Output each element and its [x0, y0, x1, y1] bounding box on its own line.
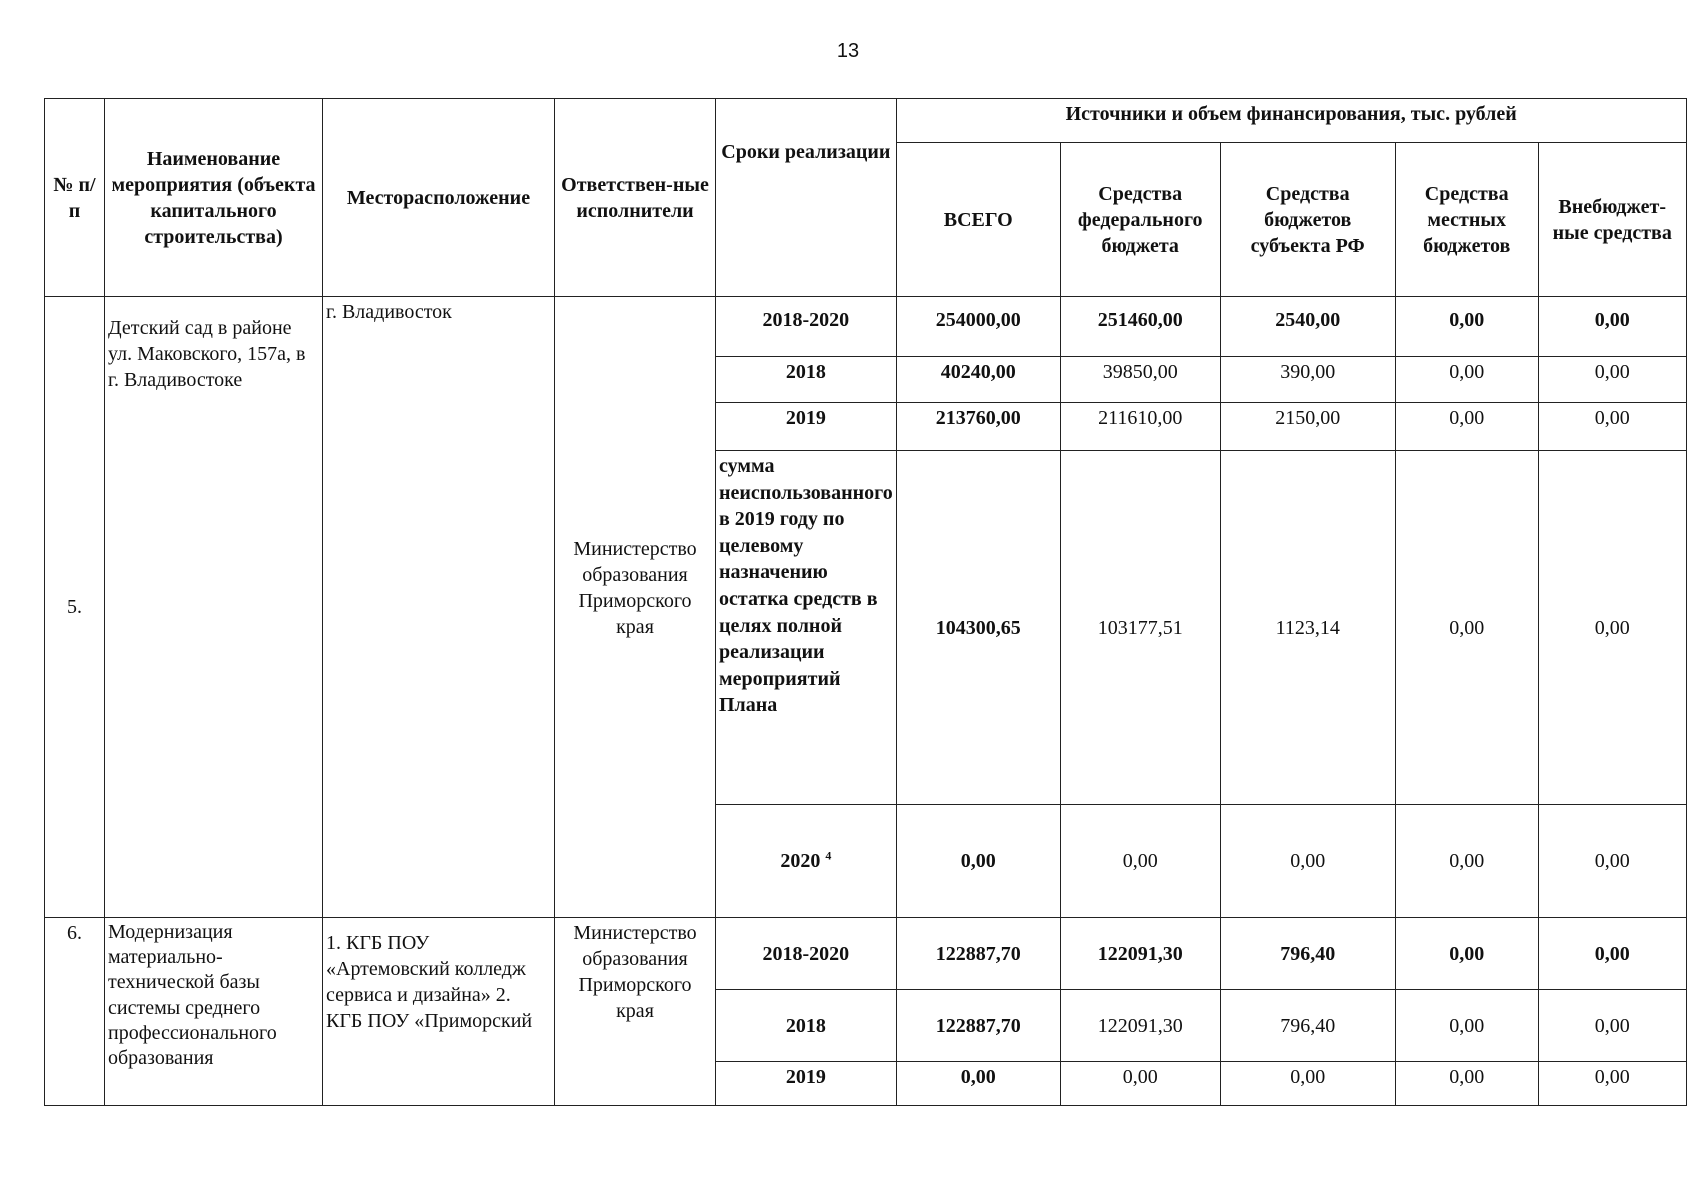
header-local: Средства местных бюджетов	[1395, 143, 1538, 297]
item5-row3-subject: 1123,14	[1220, 451, 1395, 805]
item5-row4-extra: 0,00	[1538, 805, 1686, 918]
item5-row1-extra: 0,00	[1538, 357, 1686, 403]
item6-row1-extra: 0,00	[1538, 990, 1686, 1062]
item5-row1-federal: 39850,00	[1060, 357, 1220, 403]
item6-row2-subject: 0,00	[1220, 1062, 1395, 1106]
item5-row3-total: 104300,65	[896, 451, 1060, 805]
header-extra: Внебюджет-ные средства	[1538, 143, 1686, 297]
item5-row1-period: 2018	[716, 357, 897, 403]
page-number: 13	[836, 40, 860, 62]
item6-row2-period: 2019	[716, 1062, 897, 1106]
item6-row2-federal: 0,00	[1060, 1062, 1220, 1106]
header-name: Наименование мероприятия (объекта капитального строительства)	[105, 99, 323, 297]
item6-name: Модернизация материально-технической базы системы среднего профессионального образования	[105, 918, 323, 1106]
item5-row0-subject: 2540,00	[1220, 297, 1395, 357]
item6-row0-period: 2018-2020	[716, 918, 897, 990]
header-federal: Средства федерального бюджета	[1060, 143, 1220, 297]
item6-num: 6.	[45, 918, 105, 1106]
item5-row2-period: 2019	[716, 403, 897, 451]
table-row	[45, 918, 1687, 990]
item5-row0-local: 0,00	[1395, 297, 1538, 357]
item6-row1-local: 0,00	[1395, 990, 1538, 1062]
header-period: Сроки реализации	[716, 99, 897, 297]
item5-row1-local: 0,00	[1395, 357, 1538, 403]
footnote-marker: 4	[825, 848, 832, 863]
item6-row1-subject: 796,40	[1220, 990, 1395, 1062]
item6-row2-extra: 0,00	[1538, 1062, 1686, 1106]
item5-name: Детский сад в районе ул. Маковского, 157а, в г. Владивостоке	[105, 297, 323, 918]
item5-row2-total: 213760,00	[896, 403, 1060, 451]
item6-row0-federal: 122091,30	[1060, 918, 1220, 990]
item5-row0-period: 2018-2020	[716, 297, 897, 357]
item6-row1-federal: 122091,30	[1060, 990, 1220, 1062]
item5-row2-local: 0,00	[1395, 403, 1538, 451]
item6-row2-total: 0,00	[896, 1062, 1060, 1106]
item6-location: 1. КГБ ПОУ «Артемовский колледж сервиса и дизайна» 2. КГБ ПОУ «Приморский	[323, 918, 555, 1106]
item5-num: 5.	[45, 297, 105, 918]
item5-location: г. Владивосток	[323, 297, 555, 918]
item5-row4-federal: 0,00	[1060, 805, 1220, 918]
item6-responsible: Министерство образования Приморского края	[555, 918, 716, 1106]
header-sources-title: Источники и объем финансирования, тыс. рублей	[896, 99, 1686, 143]
funding-table	[44, 98, 1687, 1106]
item5-row4-subject: 0,00	[1220, 805, 1395, 918]
header-responsible: Ответствен-ные исполнители	[555, 99, 716, 297]
item6-row0-extra: 0,00	[1538, 918, 1686, 990]
item5-row3-extra: 0,00	[1538, 451, 1686, 805]
item5-row3-local: 0,00	[1395, 451, 1538, 805]
item5-row2-extra: 0,00	[1538, 403, 1686, 451]
item5-row4-total: 0,00	[896, 805, 1060, 918]
item5-row3-period: сумма неиспользованного в 2019 году по целевому назначению остатка средств в целях полной реализации мероприятий Плана	[716, 451, 897, 805]
item5-responsible: Министерство образования Приморского края	[555, 297, 716, 918]
item6-row2-local: 0,00	[1395, 1062, 1538, 1106]
item5-row1-total: 40240,00	[896, 357, 1060, 403]
header-num: № п/п	[45, 99, 105, 297]
table-row	[45, 297, 1687, 357]
item5-row4-local: 0,00	[1395, 805, 1538, 918]
header-subject: Средства бюджетов субъекта РФ	[1220, 143, 1395, 297]
item5-row2-subject: 2150,00	[1220, 403, 1395, 451]
item6-row0-subject: 796,40	[1220, 918, 1395, 990]
header-location: Месторасположение	[323, 99, 555, 297]
item5-row1-subject: 390,00	[1220, 357, 1395, 403]
item5-row0-total: 254000,00	[896, 297, 1060, 357]
item5-row0-federal: 251460,00	[1060, 297, 1220, 357]
item6-row1-period: 2018	[716, 990, 897, 1062]
item6-row0-total: 122887,70	[896, 918, 1060, 990]
item5-row4-period	[716, 805, 897, 918]
item5-row3-federal: 103177,51	[1060, 451, 1220, 805]
item5-row2-federal: 211610,00	[1060, 403, 1220, 451]
item6-row0-local: 0,00	[1395, 918, 1538, 990]
item5-row4-period-year: 2020	[780, 850, 821, 872]
header-total: ВСЕГО	[896, 143, 1060, 297]
item6-row1-total: 122887,70	[896, 990, 1060, 1062]
item5-row0-extra: 0,00	[1538, 297, 1686, 357]
